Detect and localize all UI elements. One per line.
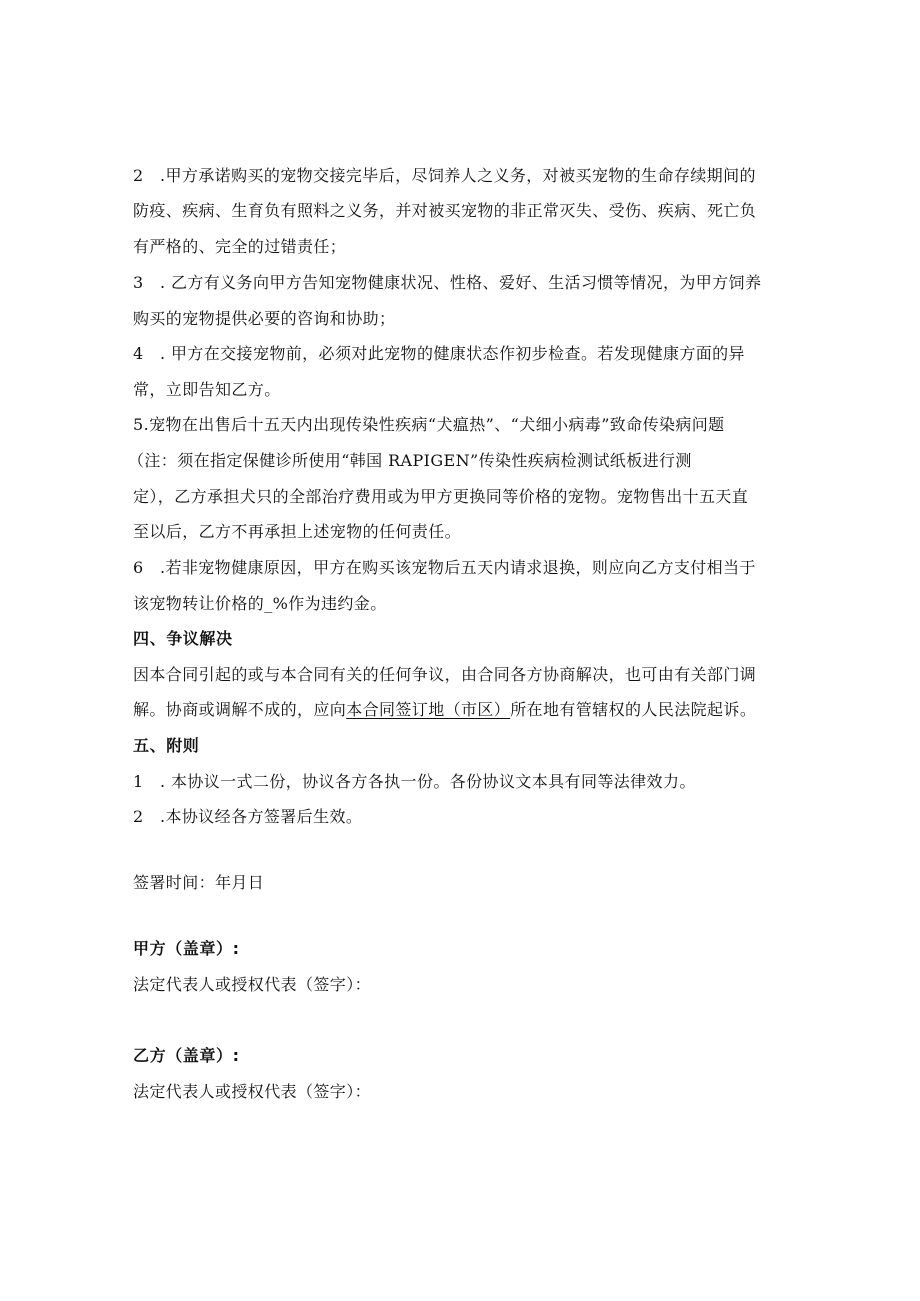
- item-2-line-3: 有严格的、完全的过错责任；: [133, 237, 347, 256]
- item-6-line-1: 6 .若非宠物健康原因，甲方在购买该宠物后五天内请求退换，则应向乙方支付相当于: [133, 558, 756, 577]
- item-5-line-4: 至以后，乙方不再承担上述宠物的任何责任。: [133, 522, 462, 541]
- item-5-line-1: 5.宠物在出售后十五天内出现传染性疾病“犬瘟热”、“犬细小病毒”致命传染病问题: [133, 415, 725, 434]
- item-4-line-2: 常，立即告知乙方。: [133, 380, 281, 399]
- section-four-line-2-after: 所在地有管辖权的人民法院起诉。: [510, 700, 757, 719]
- section-five-item-1: 1 . 本协议一式二份，协议各方各执一份。各份协议文本具有同等法律效力。: [133, 772, 696, 791]
- jurisdiction-place: 本合同签订地（市区）: [346, 700, 511, 719]
- section-four-line-1: 因本合同引起的或与本合同有关的任何争议，由合同各方协商解决，也可由有关部门调: [133, 665, 757, 684]
- party-a-representative-label: 法定代表人或授权代表（签字）：: [133, 975, 372, 994]
- party-a-seal-label: 甲方（盖章）:: [133, 939, 240, 958]
- party-b-representative-label: 法定代表人或授权代表（签字）：: [133, 1082, 372, 1101]
- item-3-line-1: 3 . 乙方有义务向甲方告知宠物健康状况、性格、爱好、生活习惯等情况，为甲方饲养: [133, 273, 762, 292]
- section-four-line-2: [133, 700, 756, 720]
- item-4-line-1: 4 . 甲方在交接宠物前，必须对此宠物的健康状态作初步检查。若发现健康方面的异: [133, 344, 745, 363]
- section-five-heading: 五、附则: [133, 736, 200, 755]
- section-four-line-2-before: 解。协商或调解不成的，应向: [133, 700, 347, 719]
- item-5-line-2: （注：须在指定保健诊所使用“韩国 RAPIGEN”传染性疾病检测试纸板进行测: [128, 451, 692, 470]
- section-five-item-2: 2 .本协议经各方签署后生效。: [133, 807, 363, 826]
- item-6-line-2: 该宠物转让价格的_%作为违约金。: [133, 594, 387, 613]
- item-2-line-1: 2 .甲方承诺购买的宠物交接完毕后，尽饲养人之义务，对被买宠物的生命存续期间的: [133, 166, 756, 185]
- item-3-line-2: 购买的宠物提供必要的咨询和协助；: [133, 309, 396, 328]
- section-four-heading: 四、争议解决: [133, 629, 233, 648]
- item-5-line-3: 定），乙方承担犬只的全部治疗费用或为甲方更换同等价格的宠物。宠物售出十五天直: [133, 487, 749, 506]
- item-2-line-2: 防疫、疾病、生育负有照料之义务，并对被买宠物的非正常灭失、受伤、疾病、死亡负: [133, 201, 757, 220]
- party-b-seal-label: 乙方（盖章）:: [133, 1046, 240, 1065]
- signing-date-label: 签署时间：年月日: [133, 873, 265, 892]
